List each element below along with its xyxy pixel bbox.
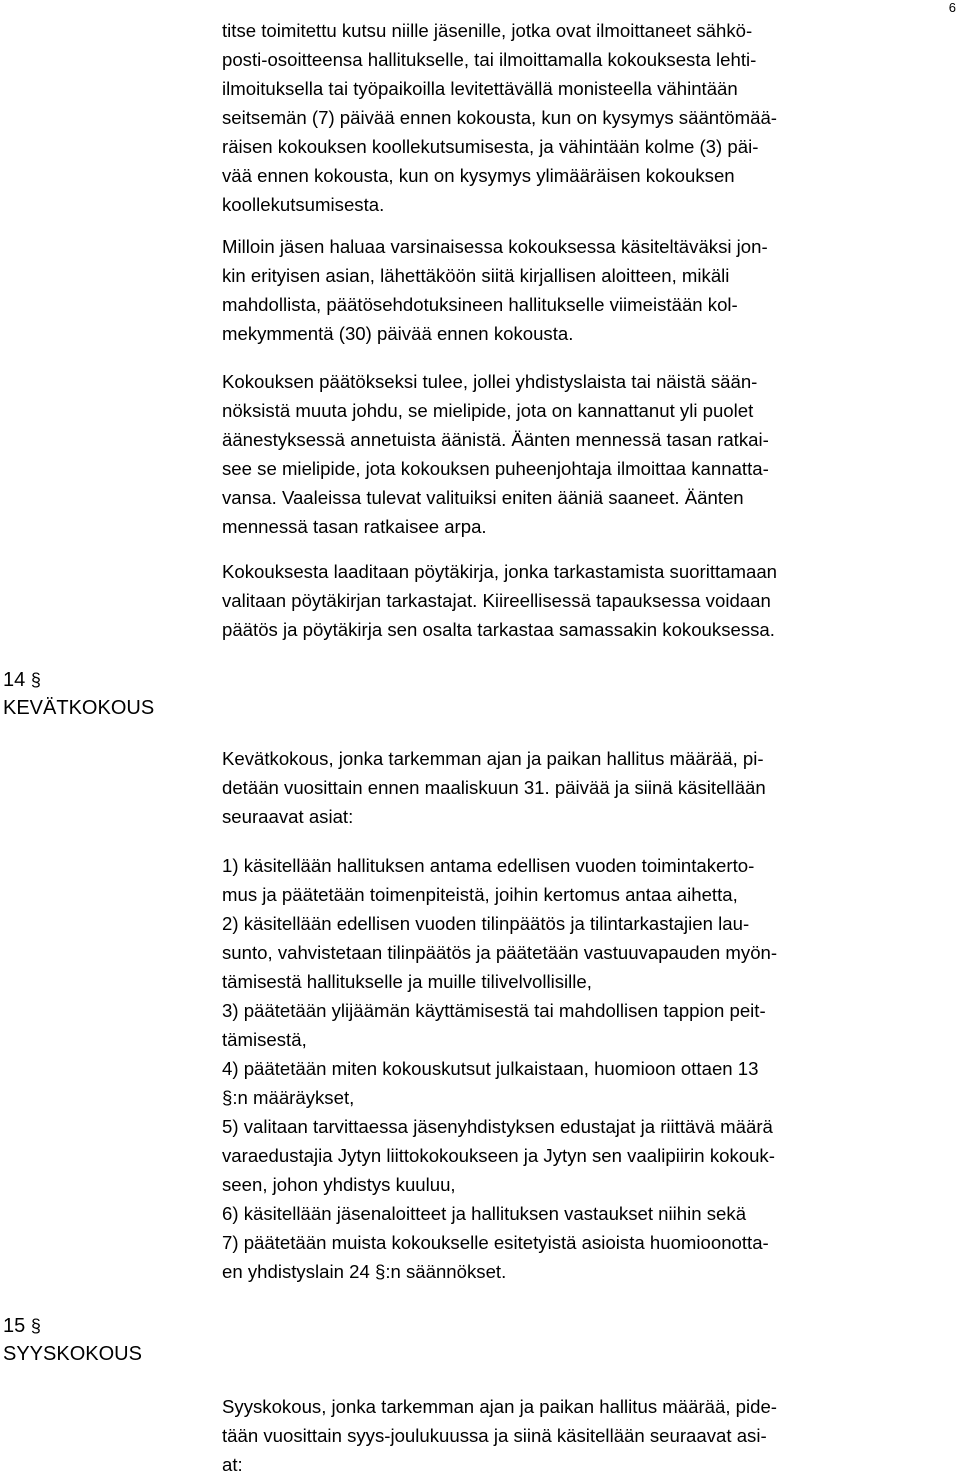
paragraph-autumn-meeting: Syyskokous, jonka tarkemman ajan ja paikan hallitus määrää, pide- tään vuosittain syys-joulukuussa ja siinä käsitellään seuraavat asi- at: [222, 1396, 777, 1475]
section-symbol: § [30, 670, 41, 690]
section-heading-15 [3, 1312, 142, 1368]
list-spring-meeting-agenda: 1) käsitellään hallituksen antama edellisen vuoden toimintakerto- mus ja päätetään toimenpiteistä, joihin kertomus antaa aihetta, 2) käsitellään edellisen vuoden tilinpäätös ja tilintarkastajien lau- sunto, vahvistetaan tilinpäätös ja päätetään vastuuvapauden myön- tämisestä hallitukselle ja muille tilivelvollisille, 3) päätetään ylijäämän käyttämisestä tai mahdollisen tappion peit- tämisestä, 4) päätetään miten kokouskutsut julkaistaan, huomioon ottaen 13 §:n määräykset, 5) valitaan tarvittaessa jäsenyhdistyksen edustajat ja riittävä määrä varaedustajia Jytyn liittokokoukseen ja Jytyn sen vaalipiirin kokouk- seen, johon yhdistys kuuluu, 6) käsitellään jäsenaloitteet ja hallituksen vastaukset niihin sekä 7) päätetään muista kokoukselle esitetyistä asioista huomioonotta- en yhdistyslain 24 §:n säännökset. [222, 855, 778, 1282]
paragraph-member-initiative: Milloin jäsen haluaa varsinaisessa kokouksessa käsiteltäväksi jon- kin erityisen asian, lähettäköön siitä kirjallisen aloitteen, mikäli mahdollista, päätösehdotuksineen hallitukselle viimeistään kol- mekymmentä (30) päivää ennen kokousta. [222, 236, 768, 344]
paragraph-minutes: Kokouksesta laaditaan pöytäkirja, jonka tarkastamista suorittamaan valitaan pöytäkirjan tarkastajat. Kiireellisessä tapauksessa voidaan päätös ja pöytäkirja sen osalta tarkastaa samassakin kokouksessa. [222, 561, 778, 640]
page-number: 6 [948, 0, 956, 15]
section-number: 15 [3, 1315, 26, 1337]
paragraph-meeting-invitation: titse toimitettu kutsu niille jäsenille, jotka ovat ilmoittaneet sähkö- posti-osoitteensa hallitukselle, tai ilmoittamalla kokouksesta lehti- ilmoituksella tai työpaikoilla levitettävällä monisteella vähintään seitsemän (7) päivää ennen kokousta, kun on kysymys sääntömää- räisen kokouksen koollekutsumisesta, ja vähintään kolme (3) päi- vää ennen kokousta, kun on kysymys ylimääräisen kokouksen koollekutsumisesta. [222, 20, 777, 215]
section-title: KEVÄTKOKOUS [3, 697, 155, 719]
paragraph-spring-meeting: Kevätkokous, jonka tarkemman ajan ja paikan hallitus määrää, pi- detään vuosittain ennen maaliskuun 31. päivää ja siinä käsitellään seuraavat asiat: [222, 748, 766, 827]
section-title: SYYSKOKOUS [3, 1343, 142, 1365]
section-heading-14 [3, 666, 154, 722]
section-symbol: § [30, 1316, 41, 1336]
paragraph-decision-rules: Kokouksen päätökseksi tulee, jollei yhdistyslaista tai näistä sään- nöksistä muuta johdu, se mielipide, jota on kannattanut yli puolet äänestyksessä annetuista äänistä. Äänten mennessä tasan ratkai- see se mielipide, jota kokouksen puheenjohtaja ilmoittaa kannatta- vansa. Vaaleissa tulevat valituiksi eniten ääniä saaneet. Äänten mennessä tasan ratkaisee arpa. [222, 371, 769, 537]
section-number: 14 [3, 669, 26, 691]
